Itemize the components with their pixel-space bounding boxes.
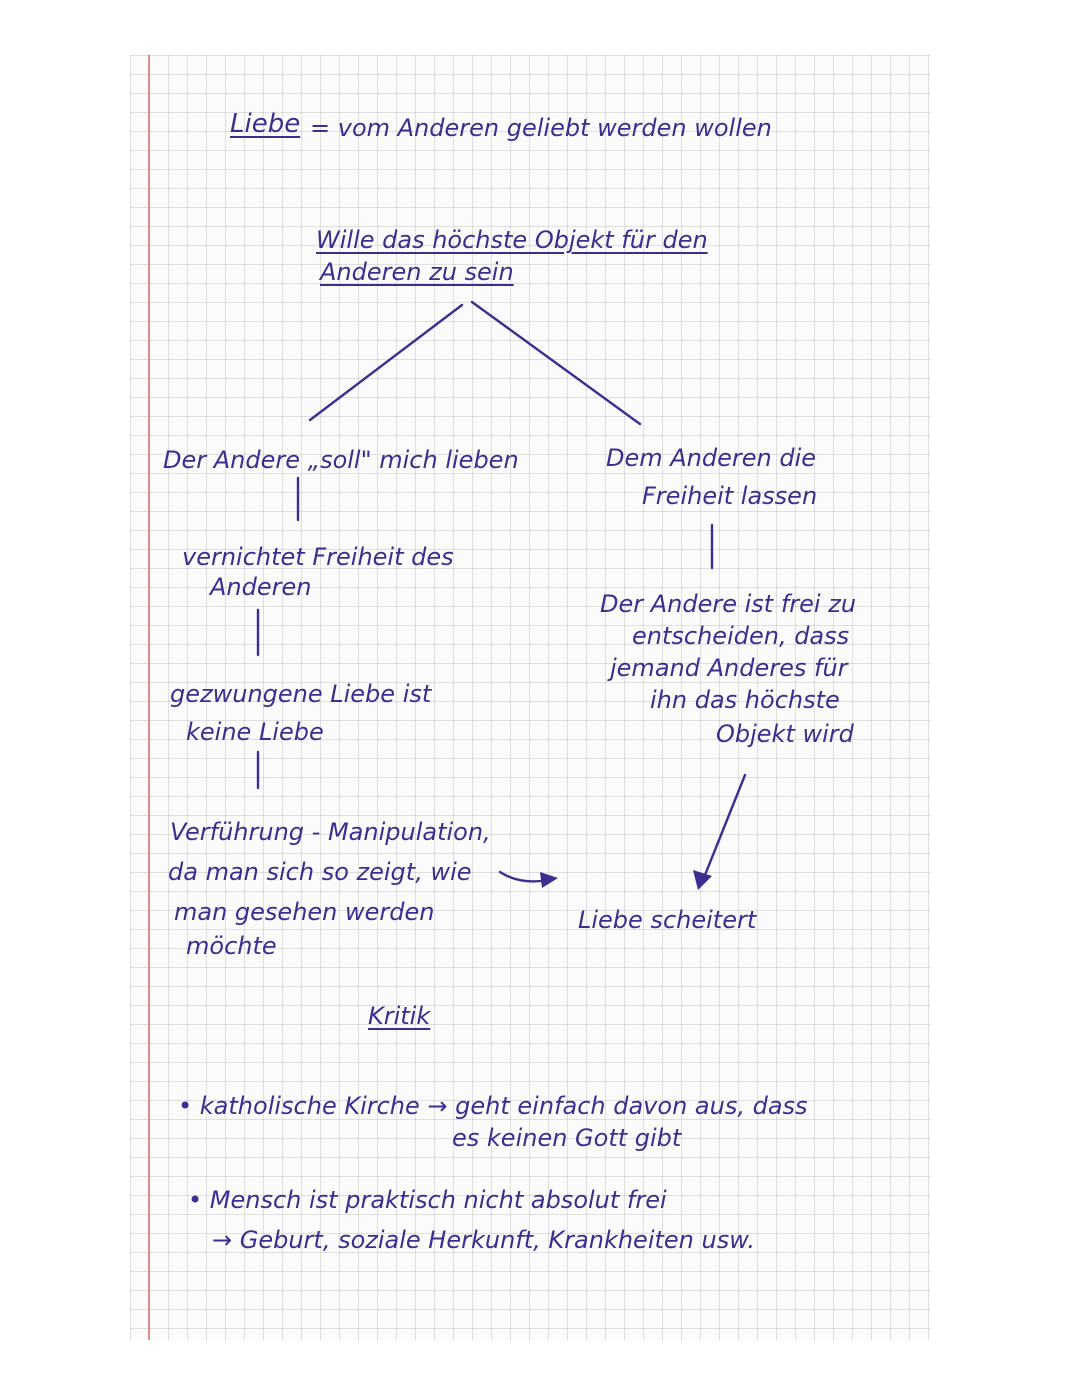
right-step1-line4: ihn das höchste <box>650 686 840 714</box>
right-step1-line3: jemand Anderes für <box>610 654 848 682</box>
arrow-right-to-result <box>705 775 745 875</box>
branch-right-line <box>472 302 640 424</box>
left-step3-line2: da man sich so zeigt, wie <box>168 858 472 886</box>
left-step2-line2: keine Liebe <box>186 718 324 746</box>
right-step1-line5: Objekt wird <box>716 720 854 748</box>
left-step3-line4: möchte <box>186 932 277 960</box>
critique2-line1: • Mensch ist praktisch nicht absolut frei <box>188 1186 667 1214</box>
critique-heading: Kritik <box>368 1002 431 1030</box>
branch-left-line <box>310 305 462 420</box>
right-step1-line2: entscheiden, dass <box>632 622 850 650</box>
critique1-line2: es keinen Gott gibt <box>452 1124 682 1152</box>
result: Liebe scheitert <box>578 906 757 934</box>
right-step1-line1: Der Andere ist frei zu <box>600 590 857 618</box>
definition: = vom Anderen geliebt werden wollen <box>310 114 772 142</box>
title: Liebe <box>230 109 301 139</box>
left-step3-line1: Verführung - Manipulation, <box>170 818 491 846</box>
wish-line-1: Wille das höchste Objekt für den <box>316 226 708 254</box>
left-step1-line1: vernichtet Freiheit des <box>182 543 454 571</box>
left-step1-line2: Anderen <box>210 573 312 601</box>
right-heading-line1: Dem Anderen die <box>606 444 817 472</box>
left-heading: Der Andere „soll" mich lieben <box>163 446 519 474</box>
arrowhead-right <box>693 870 712 890</box>
arrowhead-left <box>540 872 558 888</box>
critique1-line1: • katholische Kirche → geht einfach davon aus, dass <box>178 1092 808 1120</box>
wish-line-2: Anderen zu sein <box>320 258 514 286</box>
left-step2-line1: gezwungene Liebe ist <box>170 680 432 708</box>
right-heading-line2: Freiheit lassen <box>642 482 818 510</box>
left-step3-line3: man gesehen werden <box>174 898 435 926</box>
critique2-line2: → Geburt, soziale Herkunft, Krankheiten usw. <box>212 1226 755 1254</box>
